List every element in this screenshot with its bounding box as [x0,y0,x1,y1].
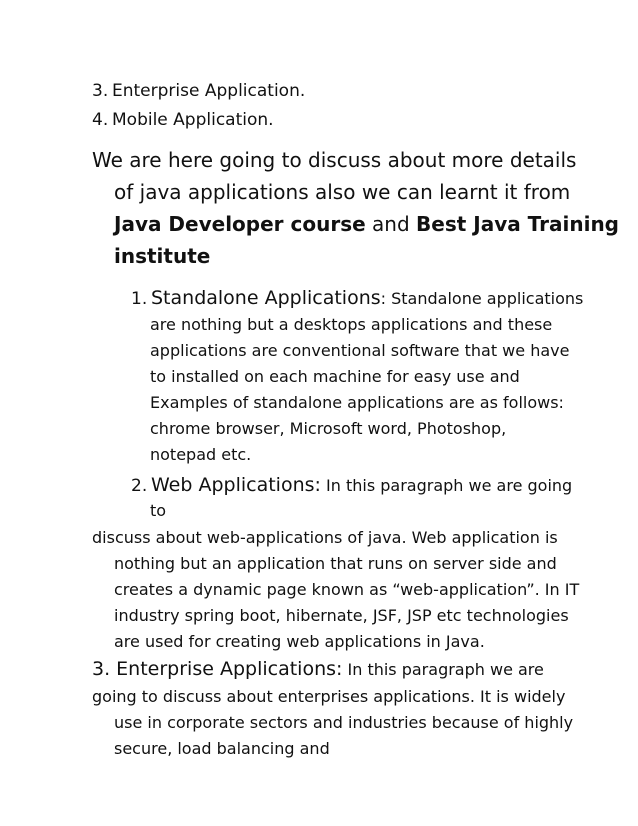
list-number: 3. [92,81,109,101]
paragraph-line: are nothing but a desktops applications and these [150,315,553,334]
paragraph-line: are used for creating web applications in Java. [114,632,485,651]
intro-line: We are here going to discuss about more details [92,148,577,172]
list-number: 2. [131,476,148,496]
list-item [92,83,305,100]
paragraph-line: secure, load balancing and [114,739,330,758]
list-text: Enterprise Application. [112,81,306,101]
paragraph-text: In this paragraph we are going [320,476,573,495]
paragraph-line: industry spring boot, hibernate, JSF, JSP etc technologies [114,606,569,625]
section-heading: Standalone Applications [151,287,381,309]
paragraph-line: creates a dynamic page known as “web-application”. In IT [114,580,580,599]
paragraph-line: nothing but an application that runs on server side and [114,554,557,573]
paragraph-text: In this paragraph we are [342,660,544,679]
paragraph-line: to installed on each machine for easy use and [150,367,520,386]
paragraph-line: Examples of standalone applications are as follows: [150,393,564,412]
intro-connector: and [365,212,417,236]
intro-line [114,214,619,234]
list-number: 4. [92,110,109,130]
intro-line: institute [114,244,211,268]
list-item [92,112,274,129]
paragraph-line: to [150,501,167,520]
standalone-heading-line [131,289,583,308]
intro-line: of java applications also we can learnt it from [114,180,571,204]
paragraph-line: going to discuss about enterprises applications. It is widely [92,687,566,706]
paragraph-line: notepad etc. [150,445,252,464]
paragraph-line: use in corporate sectors and industries because of highly [114,713,574,732]
paragraph-line: discuss about web-applications of java. Web application is [92,528,558,547]
enterprise-heading-line [92,660,544,679]
paragraph-line: chrome browser, Microsoft word, Photoshop, [150,419,507,438]
section-heading: 3. Enterprise Applications: [92,658,343,680]
paragraph-text: : Standalone applications [380,289,584,308]
list-number: 1. [131,289,148,309]
list-text: Mobile Application. [112,110,274,130]
course-link-text: Java Developer course [114,212,366,236]
institute-link-text: Best Java Training [416,212,619,236]
section-heading: Web Applications: [151,474,321,496]
web-heading-line [131,476,572,495]
paragraph-line: applications are conventional software that we have [150,341,570,360]
